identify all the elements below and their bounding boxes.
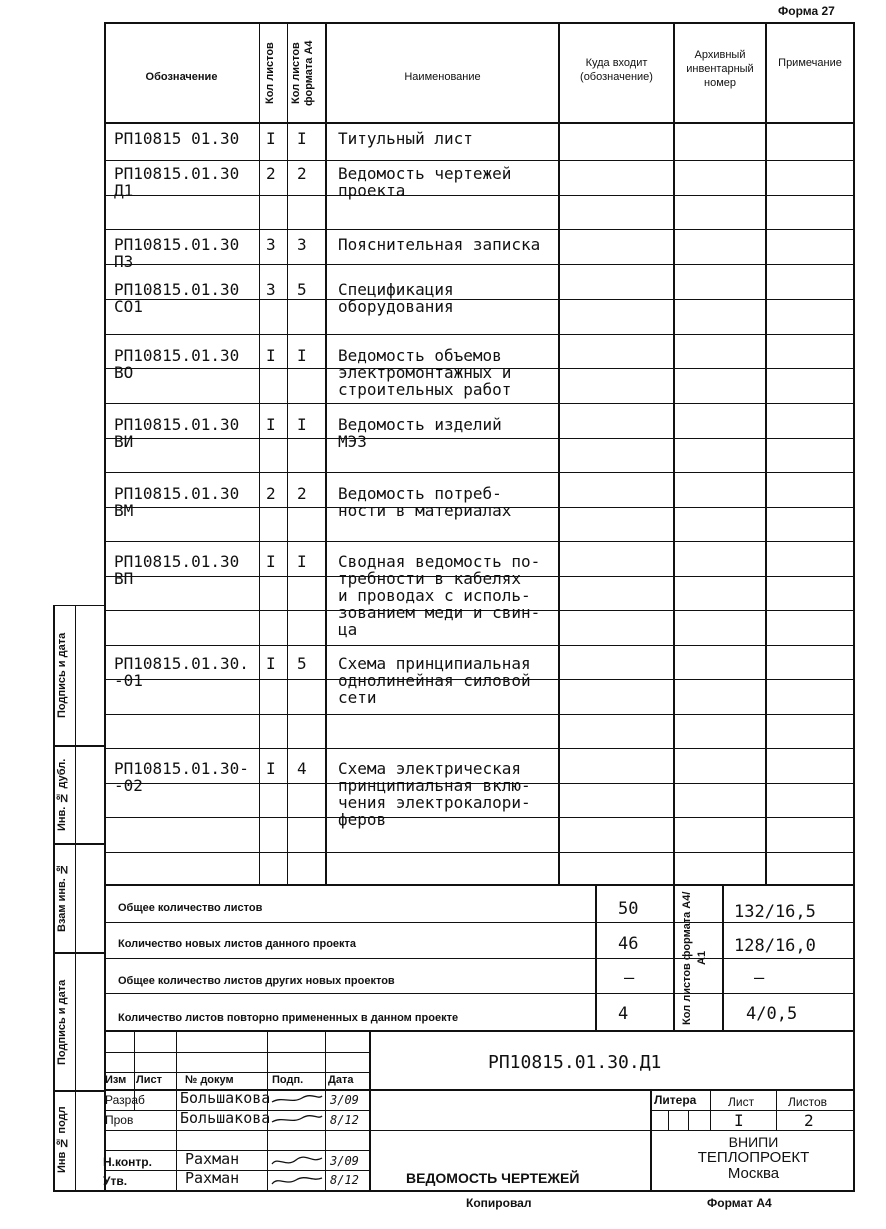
summary-value-total: 50 [618,899,639,919]
col-sign: Подп. [272,1074,304,1086]
row-designation: РП10815.01.30 [114,484,240,503]
footer-copied: Копировал [466,1196,532,1210]
side-inv-dup: Инв. № дубл. [56,758,68,832]
row-sheets: I [266,552,276,571]
doc-code: РП10815.01.30.Д1 [488,1052,662,1073]
row-sheets: 3 [266,235,276,254]
row-name: Ведомость чертежей [338,164,512,183]
date-checker: 8/12 [330,1113,359,1127]
row-designation: РП10815.01.30. [114,654,249,673]
role-approved: Утв. [103,1174,128,1188]
row-name: оборудования [338,297,454,316]
summary-a4-other: – [754,968,765,988]
role-developer: Разраб [105,1093,145,1107]
row-sheets-a4: 2 [297,164,307,183]
organization [652,1134,855,1182]
row-sheets: I [266,654,276,673]
row-name: строительных работ [338,380,512,399]
header-sheets-count: Кол листов [264,42,276,104]
signatures-image [268,1092,324,1188]
row-designation: РП10815.01.30 [114,164,240,183]
header-designation: Обозначение [145,71,218,83]
row-name: Ведомость потреб- [338,484,502,503]
row-sheets: I [266,129,276,148]
row-designation: СО1 [114,297,143,316]
name-norm-control: Рахман [185,1150,240,1168]
side-sign-date-2: Подпись и дата [56,979,68,1065]
row-sheets-a4: I [297,346,307,365]
row-designation: ПЗ [114,252,134,271]
row-name: Схема принципиальная [338,654,531,673]
summary-value-other: – [624,968,635,988]
row-sheets-a4: I [297,415,307,434]
row-sheets-a4: 5 [297,654,307,673]
col-date: Дата [328,1074,354,1086]
date-norm-control: 3/09 [330,1154,359,1168]
row-designation: -01 [114,671,143,690]
row-name: принципиальная вклю- [338,776,531,795]
summary-label-total: Общее количество листов [118,902,263,914]
org-line-1: ВНИПИ [728,1134,779,1150]
footer-format: Формат А4 [707,1196,772,1210]
row-sheets: 2 [266,484,276,503]
row-sheets-a4: I [297,129,307,148]
sheet-value: I [734,1111,744,1130]
row-name: МЭЗ [338,432,367,451]
date-developer: 3/09 [330,1093,359,1107]
row-name: Титульный лист [338,129,473,148]
date-approved: 8/12 [330,1173,359,1187]
row-designation: РП10815.01.30 [114,280,240,299]
row-designation: РП10815 01.30 [114,129,240,148]
row-sheets: I [266,415,276,434]
row-sheets-a4: I [297,552,307,571]
sheets-label: Листов [788,1095,827,1109]
row-sheets: I [266,759,276,778]
sheet-label: Лист [728,1095,755,1109]
row-name: Схема электрическая [338,759,522,778]
col-doc-num: № докум [185,1074,234,1086]
row-designation: РП10815.01.30 [114,552,240,571]
row-sheets: 2 [266,164,276,183]
row-name: Ведомость изделий [338,415,502,434]
row-designation: Д1 [114,181,134,200]
side-replace-inv: Взам инв. № [56,863,68,933]
summary-a4-reused: 4/0,5 [746,1004,798,1024]
header-note: Примечание [778,57,842,69]
org-line-2: ТЕПЛОПРОЕКТ [697,1149,810,1166]
row-sheets-a4: 5 [297,280,307,299]
name-checker: Большакова [180,1109,271,1127]
role-checker: Пров [105,1113,134,1127]
summary-label-other: Общее количество листов других новых проектов [118,975,395,987]
row-name: чения электрокалори- [338,793,531,812]
row-name: феров [338,810,387,829]
header-sheets-a4: Кол листов формата А4 [290,40,315,106]
summary-label-reused: Количество листов повторно примененных в данном проекте [118,1012,459,1024]
row-name: требности в кабелях [338,569,522,588]
row-name: Спецификация [338,280,454,299]
row-designation: РП10815.01.30 [114,346,240,365]
row-sheets-a4: 4 [297,759,307,778]
form-label: Форма 27 [778,4,835,18]
litera-label: Литера [654,1093,697,1107]
summary-value-reused: 4 [618,1004,629,1024]
row-name: Сводная ведомость по- [338,552,541,571]
row-designation: ВИ [114,432,134,451]
side-sign-date-1: Подпись и дата [56,632,68,718]
summary-a4-header: Кол листов формата А4/А1 [681,891,708,1025]
summary-value-new: 46 [618,934,639,954]
sheets-value: 2 [804,1111,814,1130]
org-line-3: Москва [727,1165,780,1182]
row-name: зованием меди и свин- [338,603,541,622]
header-archive: Архивный инвентарный номер [686,49,754,89]
row-name: электромонтажных и [338,363,512,382]
summary-a4-new: 128/16,0 [734,936,816,956]
row-name: Пояснительная записка [338,235,541,254]
role-norm-control: Н.контр. [103,1155,152,1169]
row-name: и проводах с исполь- [338,586,531,605]
col-izm: Изм [105,1074,127,1086]
row-designation: -02 [114,776,143,795]
row-name: Ведомость объемов [338,346,502,365]
row-designation: РП10815.01.30 [114,235,240,254]
header-name: Наименование [404,71,481,83]
row-designation: ВО [114,363,134,382]
name-developer: Большакова [180,1089,271,1107]
row-designation: РП10815.01.30- [114,759,249,778]
row-designation: РП10815.01.30 [114,415,240,434]
header-where-used: Куда входит (обозначение) [580,57,653,83]
row-name: однолинейная силовой [338,671,531,690]
row-name: проекта [338,181,406,200]
row-name: ца [338,620,358,639]
col-list: Лист [136,1074,162,1086]
document-title: ВЕДОМОСТЬ ЧЕРТЕЖЕЙ [406,1170,580,1186]
summary-label-new: Количество новых листов данного проекта [118,938,357,950]
row-designation: ВМ [114,501,134,520]
row-sheets-a4: 3 [297,235,307,254]
side-inv-orig: Инв № подл [56,1106,68,1174]
row-designation: ВП [114,569,134,588]
row-sheets: 3 [266,280,276,299]
row-sheets: I [266,346,276,365]
name-approved: Рахман [185,1169,240,1187]
row-name: ности в материалах [338,501,512,520]
summary-a4-total: 132/16,5 [734,902,816,922]
row-name: сети [338,688,377,707]
row-sheets-a4: 2 [297,484,307,503]
